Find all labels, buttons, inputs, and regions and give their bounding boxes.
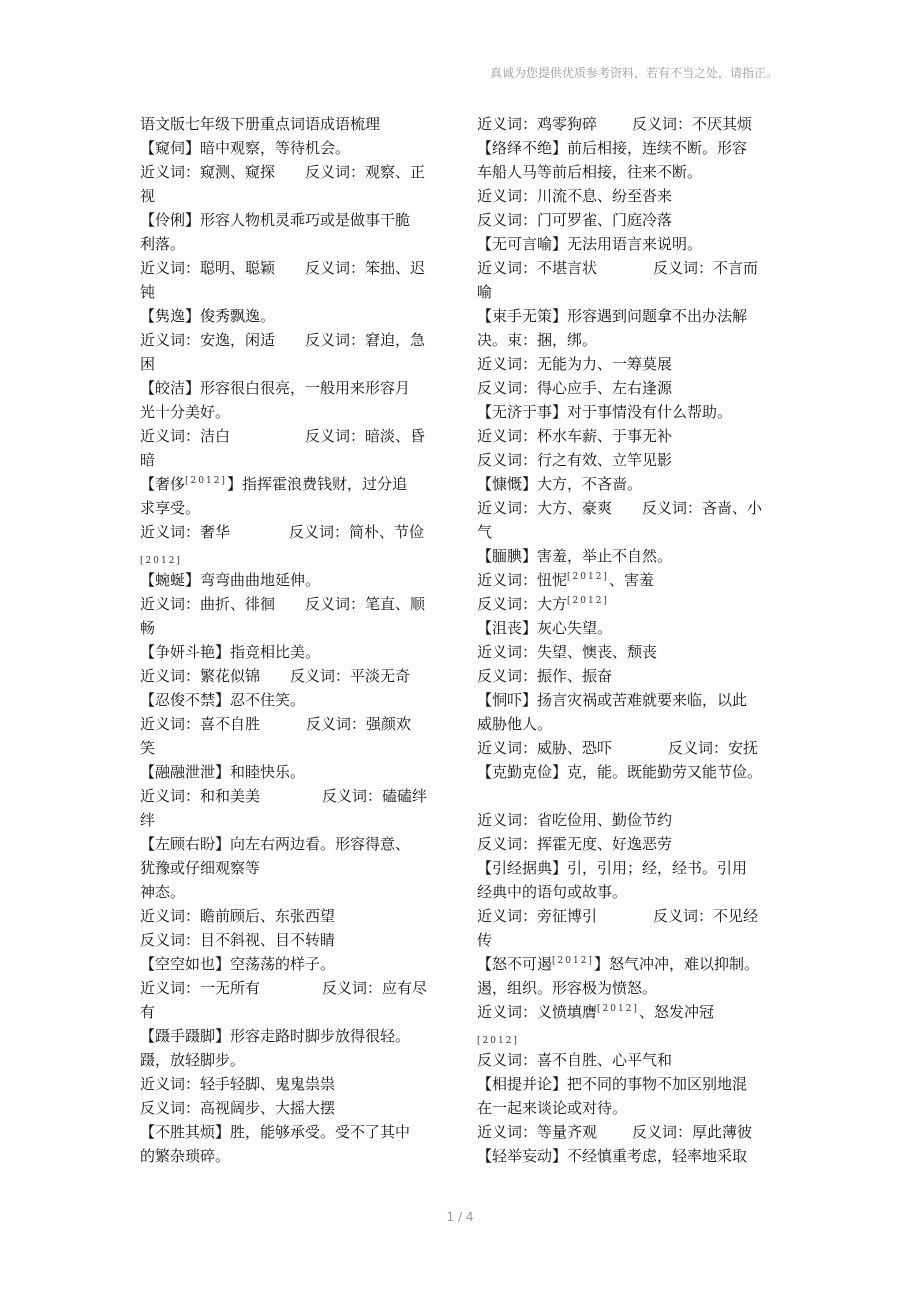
text-line: 绊: [140, 811, 156, 829]
antonym-line: 反义词：行之有效、立竿见影: [477, 451, 673, 469]
synonym-line: 近义词：窥测、窥探 反义词：观察、正: [140, 163, 426, 181]
synonym-line: 近义词：大方、豪爽 反义词：吝啬、小: [477, 499, 763, 517]
antonym-line: 反义词：喜不自胜、心平气和: [477, 1051, 673, 1069]
entry-zuogu: 【左顾右盼】向左右两边看。形容得意、: [140, 835, 411, 853]
entry-renjun: 【忍俊不禁】忍不住笑。: [140, 691, 306, 709]
entry-bushengqifan: 【不胜其烦】胜，能够承受。受不了其中: [140, 1123, 411, 1141]
synonym-line: 近义词：忸怩[2012]、害羞: [477, 571, 654, 589]
entry-shushou: 【束手无策】形容遇到问题拿不出办法解: [477, 307, 748, 325]
year-mark: [2012]: [567, 596, 609, 606]
text-line: 畅: [140, 619, 156, 637]
year-mark: [2012]: [477, 1036, 519, 1046]
text-line: 笑: [140, 739, 156, 757]
header-note: 真诚为您提供优质参考资料，若有不当之处，请指正。: [489, 66, 778, 80]
text-line: 威胁他人。: [477, 715, 553, 733]
synonym-line: 近义词：无能为力、一筹莫展: [477, 355, 673, 373]
text-line: 经典中的语句或故事。: [477, 883, 628, 901]
entry-wanyan: 【蜿蜒】弯弯曲曲地延伸。: [140, 571, 321, 589]
year-mark-line: [477, 1024, 795, 1048]
entry-lingli: 【伶俐】形容人物机灵乖巧或是做事干脆: [140, 211, 411, 229]
entry-jiaojie: 【皎洁】形容很白很亮，一般用来形容月: [140, 379, 411, 397]
synonym-line: 近义词：威胁、恐吓 反义词：安抚: [477, 739, 759, 757]
entry-wujiyushi: 【无济于事】对于事情没有什么帮助。: [477, 403, 733, 421]
entry-yinjing: 【引经据典】引，引用；经，经书。引用: [477, 859, 748, 877]
text-line: 传: [477, 931, 493, 949]
text-line: 决。束：捆，绑。: [477, 331, 598, 349]
text-line: 困: [140, 355, 156, 373]
entry-xiangti: 【相提并论】把不同的事物不加区别地混: [477, 1075, 748, 1093]
year-mark: [2012]: [185, 476, 227, 486]
blank-line: [477, 784, 795, 808]
text-line: 气: [477, 523, 493, 541]
entry-kuisi: 【窥伺】暗中观察，等待机会。: [140, 139, 351, 157]
entry-junyi: 【隽逸】俊秀飘逸。: [140, 307, 276, 325]
antonym-line: 反义词：振作、振奋: [477, 667, 613, 685]
synonym-line: 近义词：鸡零狗碎 反义词：不厌其烦: [477, 115, 753, 133]
synonym-line: 近义词：奢华 反义词：简朴、节俭: [140, 523, 425, 541]
entry-zhengyan: 【争妍斗艳】指竞相比美。: [140, 643, 321, 661]
text-line: 求享受。: [140, 499, 201, 517]
entry-luoyi: 【络绎不绝】前后相接，连续不断。形容: [477, 139, 748, 157]
entry-keqin: 【克勤克俭】克，能。既能勤劳又能节俭。: [477, 763, 763, 781]
text-line: 暗: [140, 451, 156, 469]
page-number: 1 / 4: [446, 1210, 474, 1224]
right-column: [477, 112, 795, 1168]
entry-kangkai: 【慷慨】大方，不吝啬。: [477, 475, 643, 493]
synonym-line: 近义词：一无所有 反义词：应有尽: [140, 979, 428, 997]
entry-miantian: 【腼腆】害羞，举止不自然。: [477, 547, 673, 565]
text-line: 遏，组织。形容极为愤怒。: [477, 979, 658, 997]
synonym-line: 近义词：失望、懊丧、颓丧: [477, 643, 658, 661]
synonym-line: 近义词：安逸，闲适 反义词：窘迫，急: [140, 331, 426, 349]
synonym-line: 近义词：不堪言状 反义词：不言而: [477, 259, 759, 277]
year-mark: [2012]: [140, 556, 182, 566]
synonym-line: 近义词：瞻前顾后、东张西望: [140, 907, 336, 925]
year-mark-line: [140, 544, 450, 568]
synonym-line: 近义词：繁花似锦 反义词：平淡无奇: [140, 667, 411, 685]
synonym-line: 近义词：喜不自胜 反义词：强颜欢: [140, 715, 412, 733]
text-line: 在一起来谈论或对待。: [477, 1099, 628, 1117]
entry-shechi: 【奢侈[2012]】指挥霍浪费钱财，过分追: [140, 475, 407, 493]
synonym-line: 近义词：轻手轻脚、鬼鬼祟祟: [140, 1075, 336, 1093]
entry-wukeyanyu: 【无可言喻】无法用语言来说明。: [477, 235, 703, 253]
synonym-line: 近义词：川流不息、纷至沓来: [477, 187, 673, 205]
text-line: 钝: [140, 283, 156, 301]
entry-rongrong: 【融融泄泄】和睦快乐。: [140, 763, 306, 781]
antonym-line: 反义词：得心应手、左右逢源: [477, 379, 673, 397]
synonym-line: 近义词：等量齐观 反义词：厚此薄彼: [477, 1123, 753, 1141]
synonym-line: 近义词：洁白 反义词：暗淡、昏: [140, 427, 426, 445]
entry-jusang: 【沮丧】灰心失望。: [477, 619, 613, 637]
text-line: 利落。: [140, 235, 186, 253]
text-line: 蹑，放轻脚步。: [140, 1051, 246, 1069]
synonym-line: 近义词：杯水车薪、于事无补: [477, 427, 673, 445]
synonym-line: 近义词：聪明、聪颖 反义词：笨拙、迟: [140, 259, 426, 277]
year-mark: [2012]: [567, 572, 609, 582]
text-line: 车船人马等前后相接，往来不断。: [477, 163, 703, 181]
text-line: 犹豫或仔细观察等: [140, 859, 261, 877]
year-mark: [2012]: [552, 956, 594, 966]
text-line: 神态。: [140, 883, 186, 901]
antonym-line: 反义词：挥霍无度、好逸恶劳: [477, 835, 673, 853]
entry-kongkong: 【空空如也】空荡荡的样子。: [140, 955, 336, 973]
text-line: 光十分美好。: [140, 403, 231, 421]
text-line: 有: [140, 1003, 156, 1021]
synonym-line: 近义词：旁征博引 反义词：不见经: [477, 907, 759, 925]
text-line: 喻: [477, 283, 493, 301]
left-column: [140, 112, 450, 1168]
document-title: 语文版七年级下册重点词语成语梳理: [140, 115, 381, 133]
antonym-line: 反义词：高视阔步、大摇大摆: [140, 1099, 336, 1117]
antonym-line: 反义词：目不斜视、目不转睛: [140, 931, 336, 949]
antonym-line: 反义词：大方[2012]: [477, 595, 609, 613]
text-line: 视: [140, 187, 156, 205]
year-mark: [2012]: [597, 1004, 639, 1014]
entry-qingju: 【轻举妄动】不经慎重考虑，轻率地采取: [477, 1147, 748, 1165]
text-line: 的繁杂琐碎。: [140, 1147, 231, 1165]
synonym-line: 近义词：义愤填膺[2012]、怒发冲冠: [477, 1003, 714, 1021]
entry-donghe: 【恫吓】扬言灾祸或苦难就要来临，以此: [477, 691, 748, 709]
antonym-line: 反义词：门可罗雀、门庭冷落: [477, 211, 673, 229]
synonym-line: 近义词：曲折、徘徊 反义词：笔直、顺: [140, 595, 426, 613]
synonym-line: 近义词：和和美美 反义词：磕磕绊: [140, 787, 428, 805]
entry-nubukee: 【怒不可遏[2012]】怒气冲冲，难以抑制。: [477, 955, 759, 973]
synonym-line: 近义词：省吃俭用、勤俭节约: [477, 811, 673, 829]
entry-nieshou: 【蹑手蹑脚】形容走路时脚步放得很轻。: [140, 1027, 411, 1045]
